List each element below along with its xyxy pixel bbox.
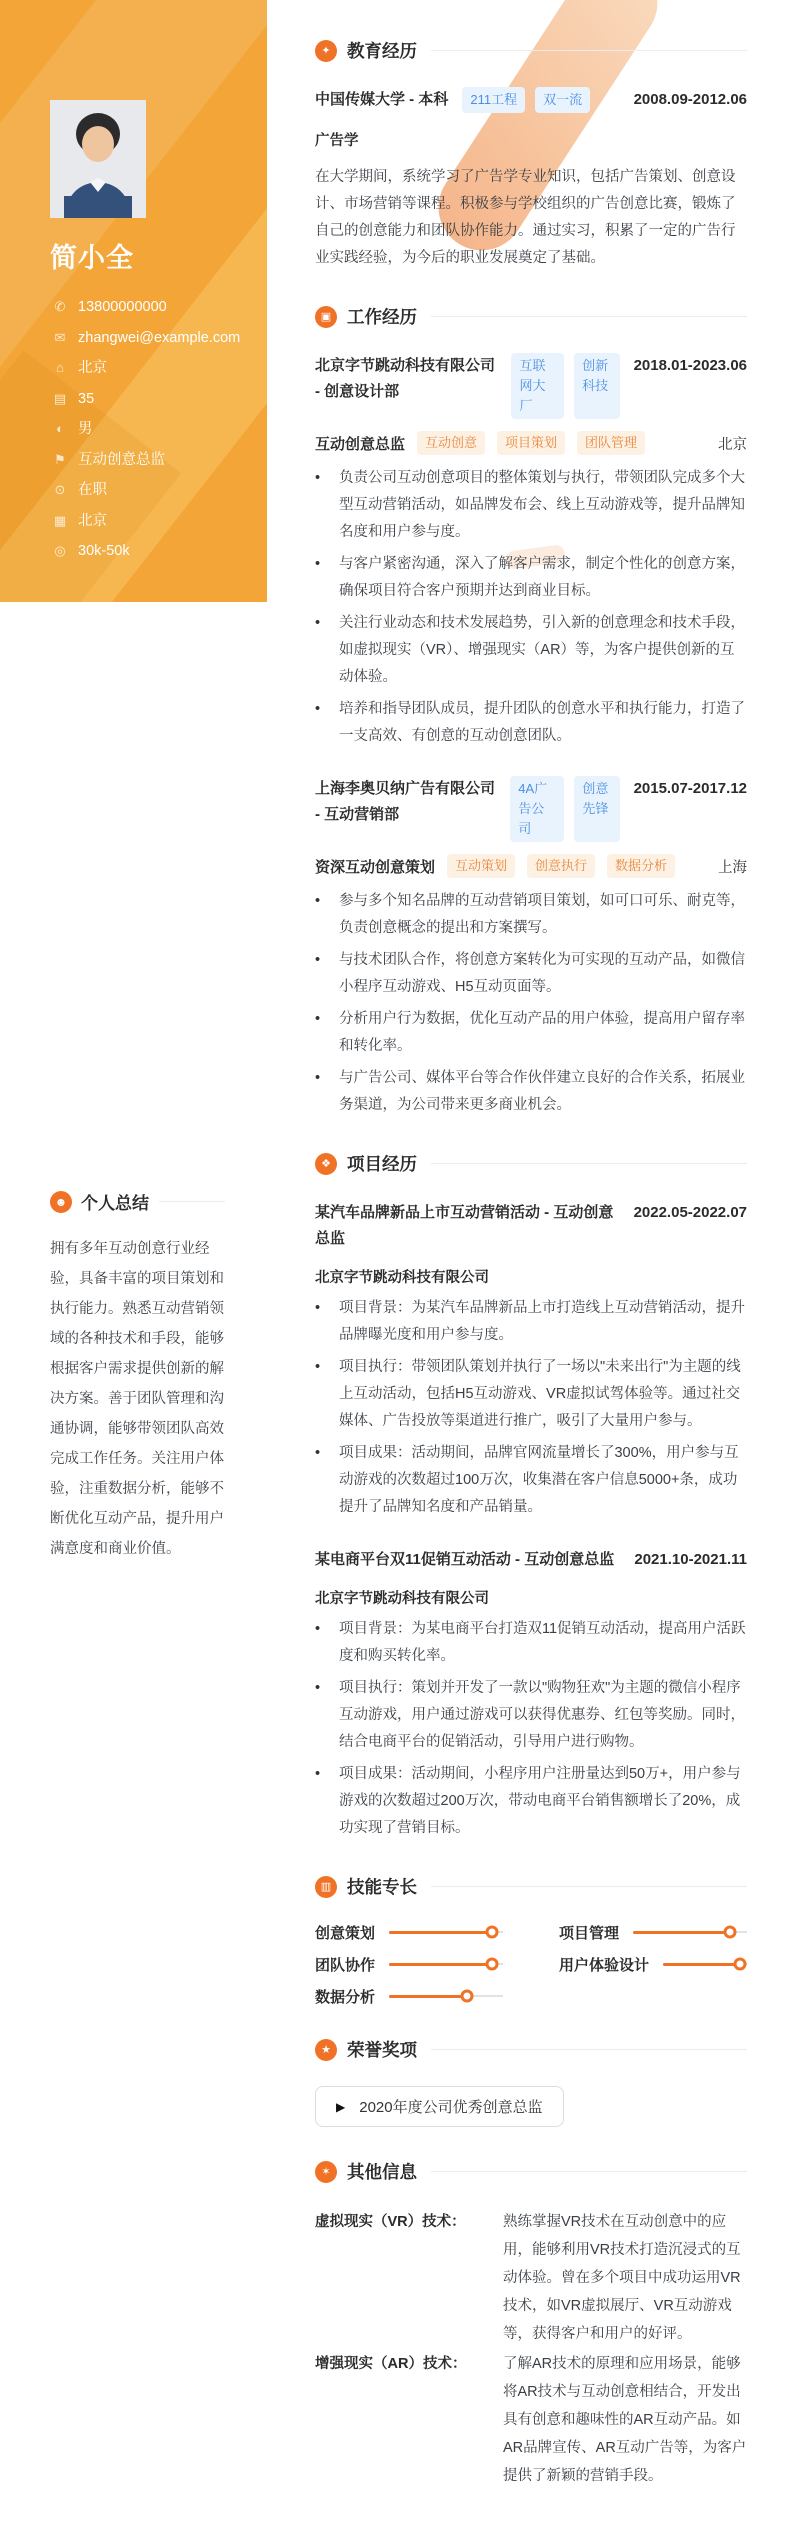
bullet-dot: • xyxy=(315,470,321,486)
divider xyxy=(431,1163,747,1164)
honors-icon: ★ xyxy=(315,2039,337,2061)
skill-knob xyxy=(485,1958,498,1971)
divider xyxy=(431,2171,747,2172)
section-title: 项目经历 xyxy=(347,1154,417,1174)
contact-job-title xyxy=(50,450,225,470)
section-title: 工作经历 xyxy=(347,307,417,327)
bullet-dot: • xyxy=(315,1070,321,1086)
bullet-dot: • xyxy=(315,556,321,572)
play-icon: ▶ xyxy=(336,2099,346,2114)
bullet-dot: • xyxy=(315,1011,321,1027)
sidebar xyxy=(0,0,267,2522)
skill-fill xyxy=(663,1963,740,1966)
bullet-text: 与客户紧密沟通，深入了解客户需求，制定个性化的创意方案，确保项目符合客户预期并达到商业目标。 xyxy=(339,556,745,599)
skill-tag: 互动创意 xyxy=(417,431,485,455)
contact-gender xyxy=(50,419,225,439)
skill-knob xyxy=(485,1926,498,1939)
person-icon: ☻ xyxy=(50,1191,72,1213)
bullet-text: 参与多个知名品牌的互动营销项目策划，如可口可乐、耐克等，负责创意概念的提出和方案撰写。 xyxy=(339,893,745,936)
skill-track xyxy=(389,1987,503,2005)
honor-item[interactable] xyxy=(315,2086,564,2127)
project-bullet xyxy=(315,1295,747,1349)
bullet-text: 项目背景：为某汽车品牌新品上市打造线上互动营销活动，提升品牌曝光度和用户参与度。 xyxy=(339,1300,745,1343)
project-bullet xyxy=(315,1354,747,1435)
divider xyxy=(431,316,747,317)
major: 广告学 xyxy=(315,133,359,149)
skill-track xyxy=(389,1923,503,1941)
skill-label: 数据分析 xyxy=(315,1988,376,2006)
skill-label: 团队协作 xyxy=(315,1956,376,1974)
email-icon: ✉ xyxy=(54,329,66,345)
bullet-text: 项目背景：为某电商平台打造双11促销互动活动，提高用户活跃度和购买转化率。 xyxy=(339,1621,746,1664)
bullet-text: 项目执行：带领团队策划并执行了一场以"未来出行"为主题的线上互动活动，包括H5互动游戏、VR虚拟试驾体验等。通过社交媒体、广告投放等渠道进行推广，吸引了大量用户参与。 xyxy=(339,1359,741,1429)
bullet-dot: • xyxy=(315,1300,321,1316)
skill-track xyxy=(663,1955,747,1973)
divider xyxy=(431,1886,747,1887)
other-info-label: 增强现实（AR）技术： xyxy=(315,2356,467,2372)
contact-value: 互动创意总监 xyxy=(78,451,165,468)
projects-icon: ❖ xyxy=(315,1153,337,1175)
contact-status xyxy=(50,480,225,500)
job-bullet xyxy=(315,551,747,605)
bullet-text: 项目成果：活动期间，品牌官网流量增长了300%，用户参与互动游戏的次数超过100万次，收集潜在客户信息5000+条，成功提升了品牌知名度和产品销量。 xyxy=(339,1445,739,1515)
other-info-item xyxy=(315,2350,747,2490)
contact-value: 35 xyxy=(78,390,95,407)
bullet-dot: • xyxy=(315,1621,321,1637)
projects-section xyxy=(315,1151,747,1842)
skill-fill xyxy=(389,1931,492,1934)
salary-icon: ◎ xyxy=(54,543,66,558)
job-bullet xyxy=(315,696,747,750)
contact-city xyxy=(50,511,225,531)
skill-slider xyxy=(559,1923,747,1941)
job-bullet xyxy=(315,947,747,1001)
contact-location xyxy=(50,358,225,378)
contact-value: 30k-50k xyxy=(78,543,130,559)
skill-slider xyxy=(315,1923,503,1941)
skill-tag: 数据分析 xyxy=(607,854,675,878)
skill-label: 项目管理 xyxy=(559,1924,620,1942)
bullet-text: 培养和指导团队成员，提升团队的创意水平和执行能力，打造了一支高效、有创意的互动创意团队。 xyxy=(339,701,745,744)
project-name: 某汽车品牌新品上市互动营销活动 - 互动创意总监 xyxy=(315,1204,614,1247)
age-icon: ▤ xyxy=(53,390,67,406)
project-company: 北京字节跳动科技有限公司 xyxy=(315,1591,489,1607)
company-tags xyxy=(511,353,619,419)
divider xyxy=(159,1201,225,1202)
job-location: 北京 xyxy=(718,436,747,453)
bullet-dot: • xyxy=(315,952,321,968)
project-entry xyxy=(315,1200,747,1521)
other-info-label: 虚拟现实（VR）技术： xyxy=(315,2214,466,2230)
section-title: 教育经历 xyxy=(347,41,417,61)
school-tags xyxy=(462,87,590,113)
bullet-dot: • xyxy=(315,615,321,631)
contact-phone xyxy=(50,297,225,317)
bullet-text: 项目成果：活动期间，小程序用户注册量达到50万+，用户参与游戏的次数超过200万次，带动电商平台销售额增长了20%，成功实现了营销目标。 xyxy=(339,1766,741,1836)
job-entry xyxy=(315,353,747,750)
education-description: 在大学期间，系统学习了广告学专业知识，包括广告策划、创意设计、市场营销等课程。积极参与学校组织的广告创意比赛，锻炼了自己的创意能力和团队协作能力。通过实习，积累了一定的广告行业实践经验，为今后的职业发展奠定了基础。 xyxy=(315,169,736,266)
bullet-text: 负责公司互动创意项目的整体策划与执行，带领团队完成多个大型互动营销活动，如品牌发布会、线上互动游戏等，提升品牌知名度和用户参与度。 xyxy=(339,470,745,540)
bullet-text: 关注行业动态和技术发展趋势，引入新的创意理念和技术手段，如虚拟现实（VR）、增强现实（AR）等，为客户提供创新的互动体验。 xyxy=(339,615,745,685)
job-bullet xyxy=(315,610,747,691)
bullet-dot: • xyxy=(315,893,321,909)
bullet-text: 与广告公司、媒体平台等合作伙伴建立良好的合作关系，拓展业务渠道，为公司带来更多商业机会。 xyxy=(339,1070,745,1113)
tag: 211工程 xyxy=(462,87,525,113)
job-date: 2018.01-2023.06 xyxy=(633,357,747,374)
contact-value: 在职 xyxy=(78,482,107,498)
company-name: 上海李奥贝纳广告有限公司 - 互动营销部 xyxy=(315,780,496,823)
section-title: 技能专长 xyxy=(347,1877,417,1897)
contact-email xyxy=(50,328,241,348)
home-icon: ⌂ xyxy=(56,360,64,375)
tag: 互联网大厂 xyxy=(511,353,564,419)
other-info-section xyxy=(315,2159,747,2490)
work-icon: ▣ xyxy=(315,306,337,328)
company-name: 北京字节跳动科技有限公司 - 创意设计部 xyxy=(315,357,496,400)
summary-title: 个人总结 xyxy=(81,1194,149,1213)
skill-label: 创意策划 xyxy=(315,1924,376,1942)
tag: 创新科技 xyxy=(574,353,619,419)
bullet-text: 与技术团队合作，将创意方案转化为可实现的互动产品，如微信小程序互动游戏、H5互动页面等。 xyxy=(339,952,745,995)
bullet-dot: • xyxy=(315,1445,321,1461)
skill-knob xyxy=(734,1958,747,1971)
project-bullet xyxy=(315,1675,747,1756)
candidate-name: 简小全 xyxy=(50,243,134,273)
job-bullet xyxy=(315,465,747,546)
skill-slider xyxy=(315,1955,503,1973)
city-icon: ▦ xyxy=(53,512,67,528)
other-info-text: 熟练掌握VR技术在互动创意中的应用，能够利用VR技术打造沉浸式的互动体验。曾在多个项目中成功运用VR技术，如VR虚拟展厅、VR互动游戏等，获得客户和用户的好评。 xyxy=(503,2214,741,2342)
bullet-dot: • xyxy=(315,1680,321,1696)
company-tags xyxy=(510,776,619,842)
skill-label: 用户体验设计 xyxy=(559,1956,650,1974)
skill-fill xyxy=(633,1931,730,1934)
contact-value: 北京 xyxy=(78,512,107,529)
divider xyxy=(431,2049,747,2050)
skills-section xyxy=(315,1874,747,2005)
personal-summary-section xyxy=(0,1163,267,1564)
skill-tag: 创意执行 xyxy=(527,854,595,878)
skills-icon: ▥ xyxy=(315,1876,337,1898)
project-name: 某电商平台双11促销互动活动 - 互动创意总监 xyxy=(315,1551,615,1568)
honors-section xyxy=(315,2037,747,2127)
tag: 4A广告公司 xyxy=(510,776,564,842)
skill-track xyxy=(389,1955,503,1973)
section-title: 荣誉奖项 xyxy=(347,2040,417,2060)
tag: 创意先锋 xyxy=(574,776,619,842)
project-date: 2022.05-2022.07 xyxy=(633,1204,747,1221)
education-date: 2008.09-2012.06 xyxy=(633,91,747,108)
contact-value: 北京 xyxy=(78,360,107,376)
contact-value: 13800000000 xyxy=(78,299,167,315)
project-bullet xyxy=(315,1616,747,1670)
project-bullet xyxy=(315,1440,747,1521)
job-bullet xyxy=(315,888,747,942)
divider xyxy=(431,50,747,51)
job-title-icon: ⚑ xyxy=(54,451,66,467)
status-icon: ⊙ xyxy=(54,482,66,497)
project-date: 2021.10-2021.11 xyxy=(634,1551,747,1568)
skill-slider xyxy=(315,1987,503,2005)
bullet-dot: • xyxy=(315,701,321,717)
skill-tag: 团队管理 xyxy=(577,431,645,455)
skill-tag: 互动策划 xyxy=(447,854,515,878)
tag: 双一流 xyxy=(535,87,590,113)
job-bullet xyxy=(315,1006,747,1060)
education-icon: ✦ xyxy=(315,40,337,62)
skill-tag: 项目策划 xyxy=(497,431,565,455)
job-entry xyxy=(315,776,747,1119)
work-section xyxy=(315,304,747,1119)
other-info-item xyxy=(315,2208,747,2348)
job-date: 2015.07-2017.12 xyxy=(633,780,747,797)
bullet-text: 分析用户行为数据，优化互动产品的用户体验，提高用户留存率和转化率。 xyxy=(339,1011,745,1054)
skill-slider xyxy=(559,1955,747,1973)
bullet-dot: • xyxy=(315,1766,321,1782)
skill-track xyxy=(633,1923,747,1941)
skill-fill xyxy=(389,1963,492,1966)
skill-fill xyxy=(389,1995,467,1998)
contact-age xyxy=(50,389,225,409)
project-bullet xyxy=(315,1761,747,1842)
skill-knob xyxy=(460,1990,473,2003)
phone-icon: ✆ xyxy=(54,299,66,314)
section-title: 其他信息 xyxy=(347,2162,417,2182)
resume-main xyxy=(267,0,794,2522)
position-name: 资深互动创意策划 xyxy=(315,858,436,876)
other-info-icon: ✶ xyxy=(315,2161,337,2183)
contact-salary xyxy=(50,541,225,561)
contact-value: zhangwei@example.com xyxy=(78,329,241,346)
school-name: 中国传媒大学 - 本科 xyxy=(315,91,449,108)
honor-text: 2020年度公司优秀创意总监 xyxy=(359,2099,543,2116)
job-location: 上海 xyxy=(718,859,747,876)
other-info-text: 了解AR技术的原理和应用场景，能够将AR技术与互动创意相结合，开发出具有创意和趣味性的AR互动产品。如AR品牌宣传、AR互动广告等，为客户提供了新颖的营销手段。 xyxy=(503,2356,747,2484)
bullet-dot: • xyxy=(315,1359,321,1375)
bullet-text: 项目执行：策划并开发了一款以"购物狂欢"为主题的微信小程序互动游戏，用户通过游戏可以获得优惠券、红包等奖励。同时，结合电商平台的促销活动，引导用户进行购物。 xyxy=(339,1680,745,1750)
project-company: 北京字节跳动科技有限公司 xyxy=(315,1270,489,1286)
skill-knob xyxy=(723,1926,736,1939)
contact-value: 男 xyxy=(78,421,93,437)
summary-text: 拥有多年互动创意行业经验，具备丰富的项目策划和执行能力。熟悉互动营销领域的各种技术和手段，能够根据客户需求提供创新的解决方案。善于团队管理和沟通协调，能够带领团队高效完成工作任务。关注用户体验，注重数据分析，能够不断优化互动产品，提升用户满意度和商业价值。 xyxy=(50,1241,224,1557)
profile-photo xyxy=(50,100,146,218)
project-entry xyxy=(315,1547,747,1842)
education-section xyxy=(315,38,747,272)
contact-list xyxy=(50,297,241,561)
skills-grid xyxy=(315,1923,747,2005)
gender-icon: ◐ xyxy=(56,421,64,436)
position-name: 互动创意总监 xyxy=(315,435,406,453)
job-bullet xyxy=(315,1065,747,1119)
